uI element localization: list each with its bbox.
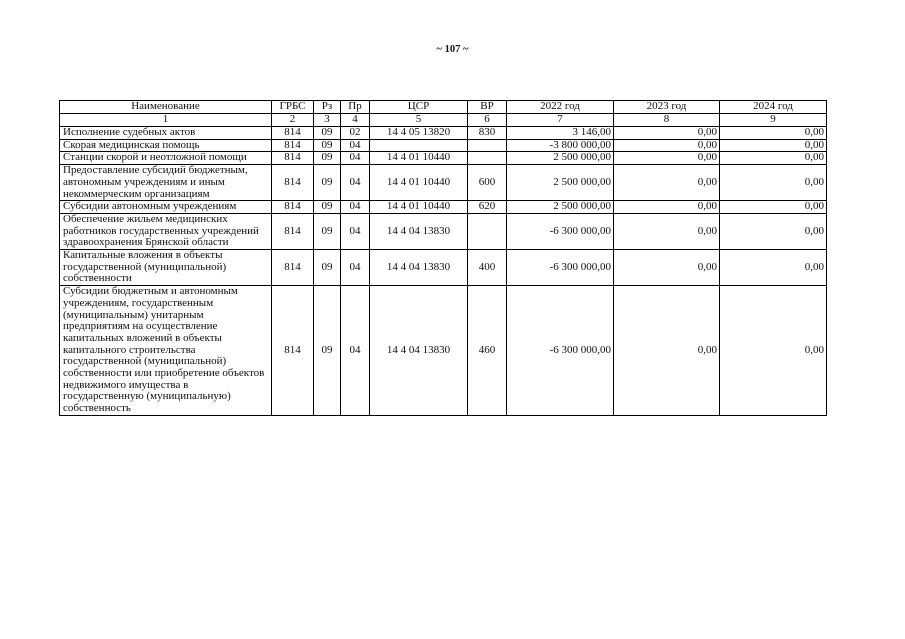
row-2023: 0,00 bbox=[614, 286, 720, 416]
row-2024: 0,00 bbox=[720, 165, 827, 201]
row-2022: 2 500 000,00 bbox=[507, 201, 614, 214]
row-pr: 04 bbox=[341, 213, 370, 249]
row-grbs: 814 bbox=[272, 250, 314, 286]
row-name: Капитальные вложения в объекты государственной (муниципальной) собственности bbox=[60, 250, 272, 286]
column-number-row bbox=[60, 114, 827, 127]
row-csr: 14 4 04 13830 bbox=[370, 286, 468, 416]
header-pr: Пр bbox=[341, 101, 370, 114]
row-grbs: 814 bbox=[272, 127, 314, 140]
row-2022: -6 300 000,00 bbox=[507, 286, 614, 416]
header-vr: ВР bbox=[468, 101, 507, 114]
row-name: Субсидии бюджетным и автономным учреждениям, государственным (муниципальным) унитарным предприятиям на осуществление капитальных вложений в объекты капитального строительства государственной (муниципальной) собственности или приобретение объектов недвижимого имущества в государственную (муниципальную) собственность bbox=[60, 286, 272, 416]
row-2022: 2 500 000,00 bbox=[507, 165, 614, 201]
row-csr: 14 4 01 10440 bbox=[370, 152, 468, 165]
row-pr: 04 bbox=[341, 152, 370, 165]
header-csr: ЦСР bbox=[370, 101, 468, 114]
row-2024: 0,00 bbox=[720, 127, 827, 140]
row-csr: 14 4 01 10440 bbox=[370, 165, 468, 201]
row-name: Предоставление субсидий бюджетным, автономным учреждениям и иным некоммерческим организациям bbox=[60, 165, 272, 201]
column-number: 4 bbox=[341, 114, 370, 127]
row-vr bbox=[468, 152, 507, 165]
header-rz: Рз bbox=[314, 101, 341, 114]
header-row bbox=[60, 101, 827, 114]
row-pr: 04 bbox=[341, 165, 370, 201]
row-vr: 600 bbox=[468, 165, 507, 201]
row-rz: 09 bbox=[314, 286, 341, 416]
row-2023: 0,00 bbox=[614, 165, 720, 201]
row-name: Скорая медицинская помощь bbox=[60, 139, 272, 152]
row-2024: 0,00 bbox=[720, 250, 827, 286]
row-grbs: 814 bbox=[272, 165, 314, 201]
header-name: Наименование bbox=[60, 101, 272, 114]
row-2023: 0,00 bbox=[614, 201, 720, 214]
row-csr: 14 4 05 13820 bbox=[370, 127, 468, 140]
row-rz: 09 bbox=[314, 201, 341, 214]
row-grbs: 814 bbox=[272, 152, 314, 165]
column-number: 6 bbox=[468, 114, 507, 127]
row-2024: 0,00 bbox=[720, 152, 827, 165]
row-2023: 0,00 bbox=[614, 139, 720, 152]
row-csr: 14 4 01 10440 bbox=[370, 201, 468, 214]
row-grbs: 814 bbox=[272, 286, 314, 416]
column-number: 7 bbox=[507, 114, 614, 127]
row-rz: 09 bbox=[314, 127, 341, 140]
row-rz: 09 bbox=[314, 152, 341, 165]
row-vr bbox=[468, 213, 507, 249]
row-csr: 14 4 04 13830 bbox=[370, 250, 468, 286]
row-2022: -6 300 000,00 bbox=[507, 213, 614, 249]
row-pr: 02 bbox=[341, 127, 370, 140]
table-row bbox=[60, 213, 827, 249]
row-name: Обеспечение жильем медицинских работников государственных учреждений здравоохранения Брянской области bbox=[60, 213, 272, 249]
page-number: ~ 107 ~ bbox=[436, 44, 469, 55]
row-rz: 09 bbox=[314, 139, 341, 152]
row-2023: 0,00 bbox=[614, 250, 720, 286]
row-grbs: 814 bbox=[272, 213, 314, 249]
row-vr: 830 bbox=[468, 127, 507, 140]
column-number: 2 bbox=[272, 114, 314, 127]
row-pr: 04 bbox=[341, 250, 370, 286]
row-2022: 2 500 000,00 bbox=[507, 152, 614, 165]
row-2024: 0,00 bbox=[720, 201, 827, 214]
row-name: Субсидии автономным учреждениям bbox=[60, 201, 272, 214]
row-grbs: 814 bbox=[272, 201, 314, 214]
row-grbs: 814 bbox=[272, 139, 314, 152]
row-2023: 0,00 bbox=[614, 127, 720, 140]
budget-table bbox=[59, 100, 827, 416]
row-pr: 04 bbox=[341, 139, 370, 152]
header-2022: 2022 год bbox=[507, 101, 614, 114]
table-row bbox=[60, 152, 827, 165]
row-csr: 14 4 04 13830 bbox=[370, 213, 468, 249]
row-pr: 04 bbox=[341, 286, 370, 416]
row-rz: 09 bbox=[314, 213, 341, 249]
table-row bbox=[60, 250, 827, 286]
row-vr: 400 bbox=[468, 250, 507, 286]
column-number: 1 bbox=[60, 114, 272, 127]
row-2022: -6 300 000,00 bbox=[507, 250, 614, 286]
row-name: Станции скорой и неотложной помощи bbox=[60, 152, 272, 165]
row-rz: 09 bbox=[314, 165, 341, 201]
column-number: 3 bbox=[314, 114, 341, 127]
column-number: 5 bbox=[370, 114, 468, 127]
row-2022: 3 146,00 bbox=[507, 127, 614, 140]
row-2024: 0,00 bbox=[720, 139, 827, 152]
row-csr bbox=[370, 139, 468, 152]
header-2023: 2023 год bbox=[614, 101, 720, 114]
row-2022: -3 800 000,00 bbox=[507, 139, 614, 152]
row-pr: 04 bbox=[341, 201, 370, 214]
header-2024: 2024 год bbox=[720, 101, 827, 114]
table-row bbox=[60, 286, 827, 416]
column-number: 9 bbox=[720, 114, 827, 127]
row-2023: 0,00 bbox=[614, 213, 720, 249]
row-vr: 620 bbox=[468, 201, 507, 214]
header-grbs: ГРБС bbox=[272, 101, 314, 114]
table-row bbox=[60, 201, 827, 214]
table-row bbox=[60, 127, 827, 140]
row-rz: 09 bbox=[314, 250, 341, 286]
table-row bbox=[60, 165, 827, 201]
row-vr bbox=[468, 139, 507, 152]
row-vr: 460 bbox=[468, 286, 507, 416]
row-name: Исполнение судебных актов bbox=[60, 127, 272, 140]
table-row bbox=[60, 139, 827, 152]
row-2024: 0,00 bbox=[720, 213, 827, 249]
row-2023: 0,00 bbox=[614, 152, 720, 165]
column-number: 8 bbox=[614, 114, 720, 127]
row-2024: 0,00 bbox=[720, 286, 827, 416]
